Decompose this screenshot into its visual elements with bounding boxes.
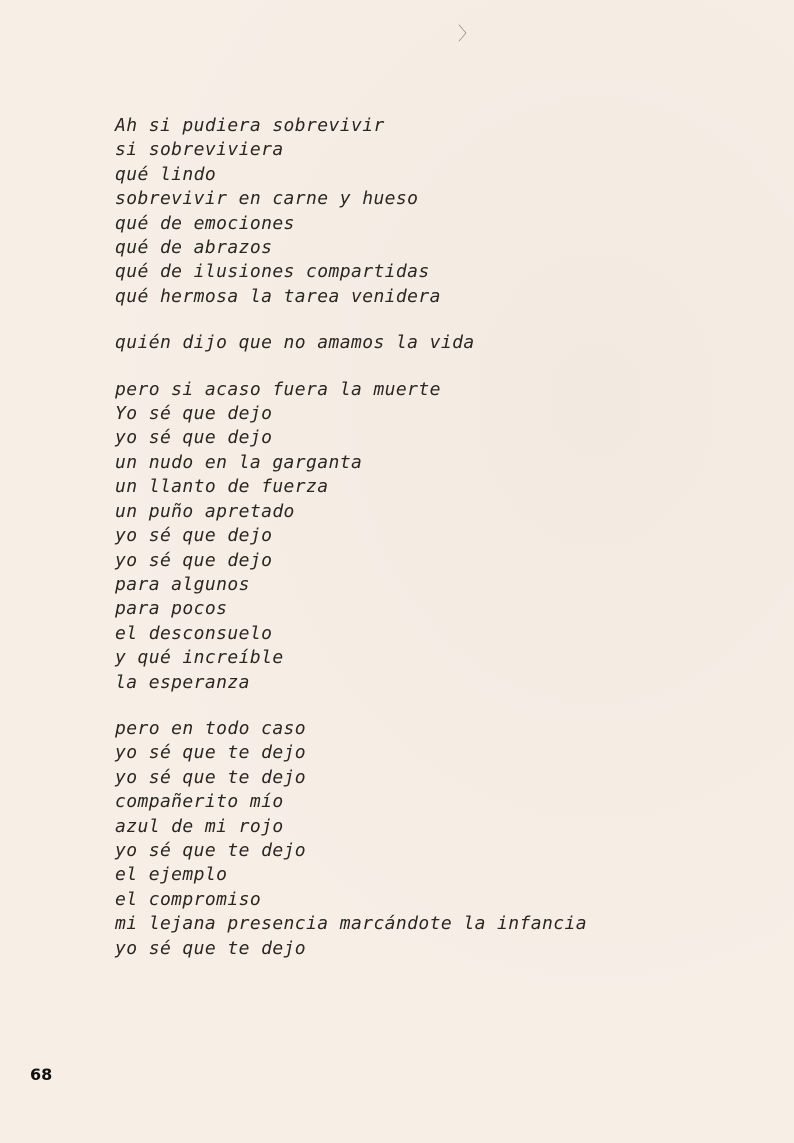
poem-line: y qué increíble bbox=[115, 647, 284, 669]
poem-line: pero si acaso fuera la muerte bbox=[115, 378, 441, 400]
stanza-3 bbox=[115, 378, 735, 695]
poem-line: un llanto de fuerza bbox=[115, 476, 329, 498]
poem-line: azul de mi rojo bbox=[115, 815, 284, 837]
poem-line: mi lejana presencia marcándote la infancia bbox=[115, 913, 587, 935]
poem-line: Yo sé que dejo bbox=[115, 403, 273, 425]
poem-line: si sobreviviera bbox=[115, 139, 284, 161]
poem-line: qué de emociones bbox=[115, 212, 295, 234]
stanza-1 bbox=[115, 114, 735, 309]
stanza-2 bbox=[115, 331, 735, 355]
poem-line: el ejemplo bbox=[115, 864, 228, 886]
poem-line: yo sé que te dejo bbox=[115, 766, 307, 788]
poem-line: quién dijo que no amamos la vida bbox=[115, 332, 475, 354]
poem-line: Ah si pudiera sobrevivir bbox=[115, 115, 385, 136]
page-number: 68 bbox=[30, 1065, 53, 1084]
poem-line: yo sé que te dejo bbox=[115, 937, 307, 959]
poem-line: yo sé que dejo bbox=[115, 549, 273, 571]
poem-line: el compromiso bbox=[115, 888, 262, 910]
poem-line: yo sé que dejo bbox=[115, 427, 273, 449]
poem-line: un nudo en la garganta bbox=[115, 451, 363, 473]
poem-line: qué de ilusiones compartidas bbox=[115, 261, 430, 283]
poem-line: qué hermosa la tarea venidera bbox=[115, 285, 441, 307]
poem-line: qué lindo bbox=[115, 163, 217, 185]
poem-line: yo sé que te dejo bbox=[115, 742, 307, 764]
page-corner-mark: 〉 bbox=[458, 24, 476, 45]
poem-line: qué de abrazos bbox=[115, 237, 273, 259]
poem-line: para pocos bbox=[115, 598, 228, 620]
stanza-4 bbox=[115, 717, 735, 961]
poem-line: compañerito mío bbox=[115, 791, 284, 813]
poem bbox=[115, 114, 735, 983]
poem-line: sobrevivir en carne y hueso bbox=[115, 188, 419, 210]
poem-line: la esperanza bbox=[115, 671, 250, 693]
poem-line: un puño apretado bbox=[115, 500, 295, 522]
poem-line: yo sé que te dejo bbox=[115, 839, 307, 861]
poem-line: el desconsuelo bbox=[115, 622, 273, 644]
poem-line: para algunos bbox=[115, 573, 250, 595]
poem-line: yo sé que dejo bbox=[115, 525, 273, 547]
poem-line: pero en todo caso bbox=[115, 717, 307, 739]
